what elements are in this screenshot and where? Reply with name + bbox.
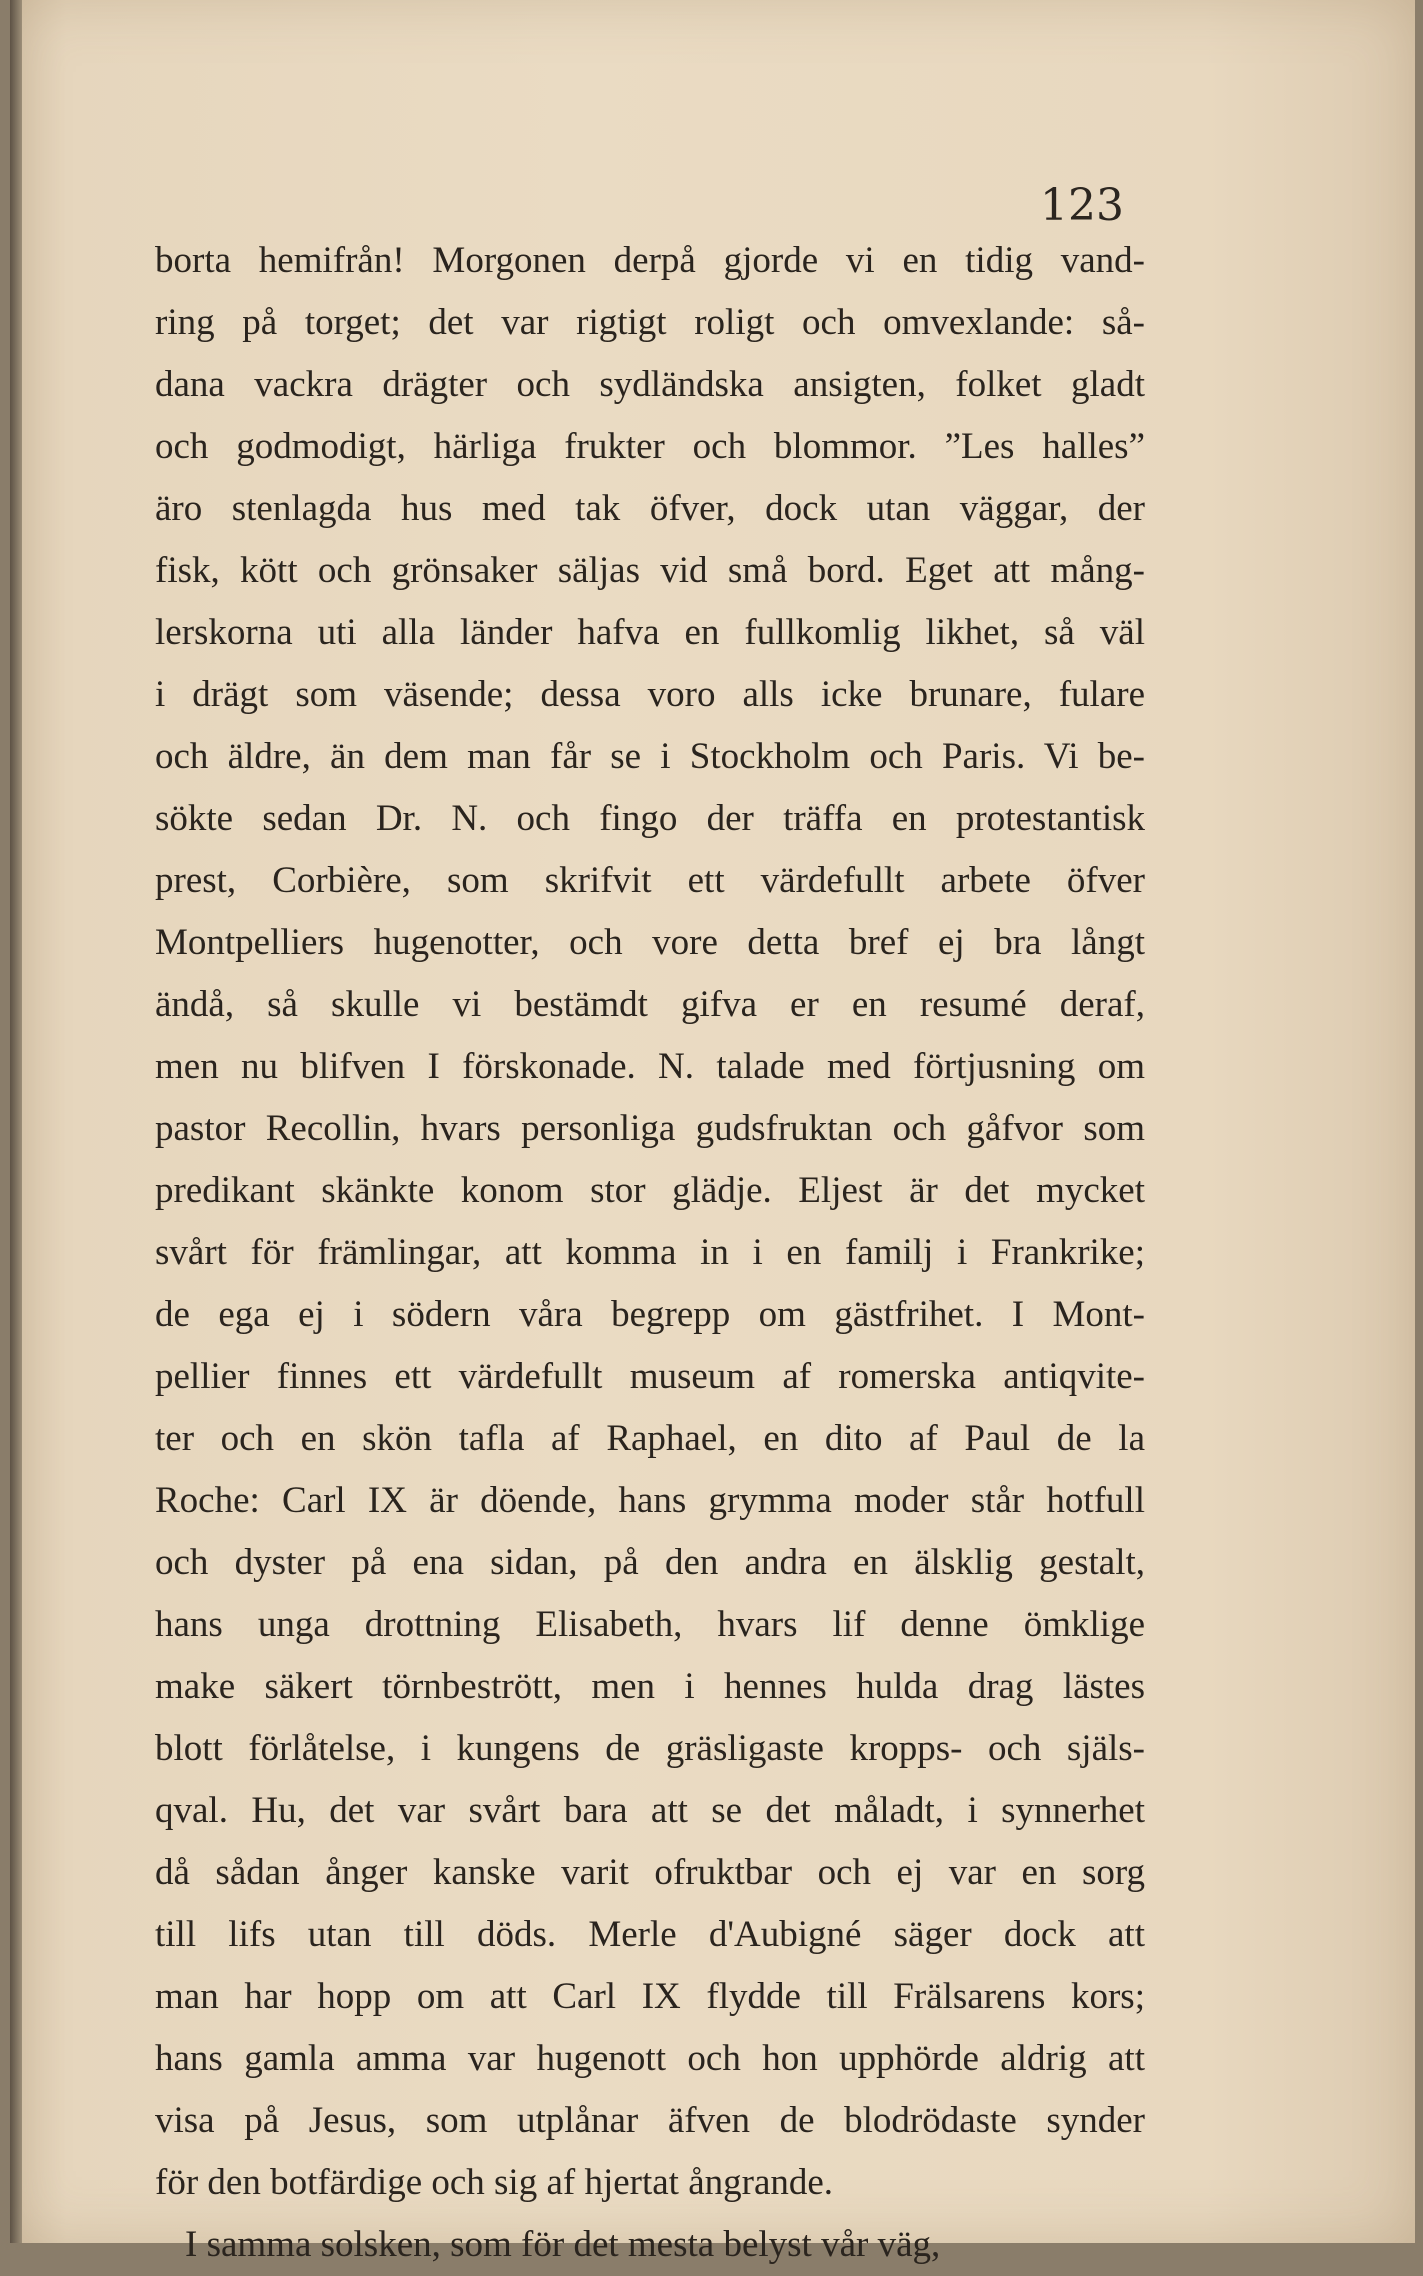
text-line: predikant skänkte konom stor glädje. Eljest är det mycket (155, 1170, 1145, 1211)
text-line: I samma solsken, som för det mesta belyst vår väg, (185, 2224, 941, 2265)
text-line: pellier finnes ett värdefullt museum af romerska antiqvite- (155, 1356, 1145, 1397)
text-line: Roche: Carl IX är döende, hans grymma moder står hotfull (155, 1480, 1145, 1521)
text-line: till lifs utan till döds. Merle d'Aubigné säger dock att (155, 1914, 1145, 1955)
text-line: och godmodigt, härliga frukter och blommor. ”Les halles” (155, 426, 1145, 467)
text-line: man har hopp om att Carl IX flydde till Frälsarens kors; (155, 1976, 1145, 2017)
text-line: men nu blifven I förskonade. N. talade med förtjusning om (155, 1046, 1145, 1087)
text-line: visa på Jesus, som utplånar äfven de blodrödaste synder (155, 2100, 1145, 2141)
text-line: då sådan ånger kanske varit ofruktbar och ej var en sorg (155, 1852, 1145, 1893)
text-line: Montpelliers hugenotter, och vore detta bref ej bra långt (155, 922, 1145, 963)
text-line: sökte sedan Dr. N. och fingo der träffa en protestantisk (155, 798, 1145, 839)
text-line: svårt för främlingar, att komma in i en familj i Frankrike; (155, 1232, 1145, 1273)
text-line: de ega ej i södern våra begrepp om gästfrihet. I Mont- (155, 1294, 1145, 1335)
text-line: ändå, så skulle vi bestämdt gifva er en resumé deraf, (155, 984, 1145, 1025)
text-line: hans gamla amma var hugenott och hon upphörde aldrig att (155, 2038, 1145, 2079)
text-line: äro stenlagda hus med tak öfver, dock utan väggar, der (155, 488, 1145, 529)
text-line: borta hemifrån! Morgonen derpå gjorde vi en tidig vand- (155, 240, 1145, 281)
text-line: för den botfärdige och sig af hjertat ångrande. (155, 2162, 834, 2203)
text-line: hans unga drottning Elisabeth, hvars lif denne ömklige (155, 1604, 1145, 1645)
text-line: i drägt som väsende; dessa voro alls icke brunare, fulare (155, 674, 1145, 715)
text-line: ring på torget; det var rigtigt roligt och omvexlande: så- (155, 302, 1145, 343)
text-line: prest, Corbière, som skrifvit ett värdefullt arbete öfver (155, 860, 1145, 901)
text-line: blott förlåtelse, i kungens de gräsligaste kropps- och själs- (155, 1728, 1145, 1769)
text-line: fisk, kött och grönsaker säljas vid små bord. Eget att mång- (155, 550, 1145, 591)
text-line: dana vackra drägter och sydländska ansigten, folket gladt (155, 364, 1145, 405)
page-binding-edge (10, 0, 22, 2243)
text-line: ter och en skön tafla af Raphael, en dito af Paul de la (155, 1418, 1145, 1459)
page-number: 123 (1040, 180, 1124, 231)
text-line: och dyster på ena sidan, på den andra en älsklig gestalt, (155, 1542, 1145, 1583)
text-line: och äldre, än dem man får se i Stockholm och Paris. Vi be- (155, 736, 1145, 777)
text-line: qval. Hu, det var svårt bara att se det måladt, i synnerhet (155, 1790, 1145, 1831)
book-page (10, 0, 1415, 2265)
text-line: make säkert törnbestrött, men i hennes hulda drag lästes (155, 1666, 1145, 1707)
text-line: pastor Recollin, hvars personliga gudsfruktan och gåfvor som (155, 1108, 1145, 1149)
text-line: lerskorna uti alla länder hafva en fullkomlig likhet, så väl (155, 612, 1145, 653)
body-text (155, 230, 1145, 2276)
